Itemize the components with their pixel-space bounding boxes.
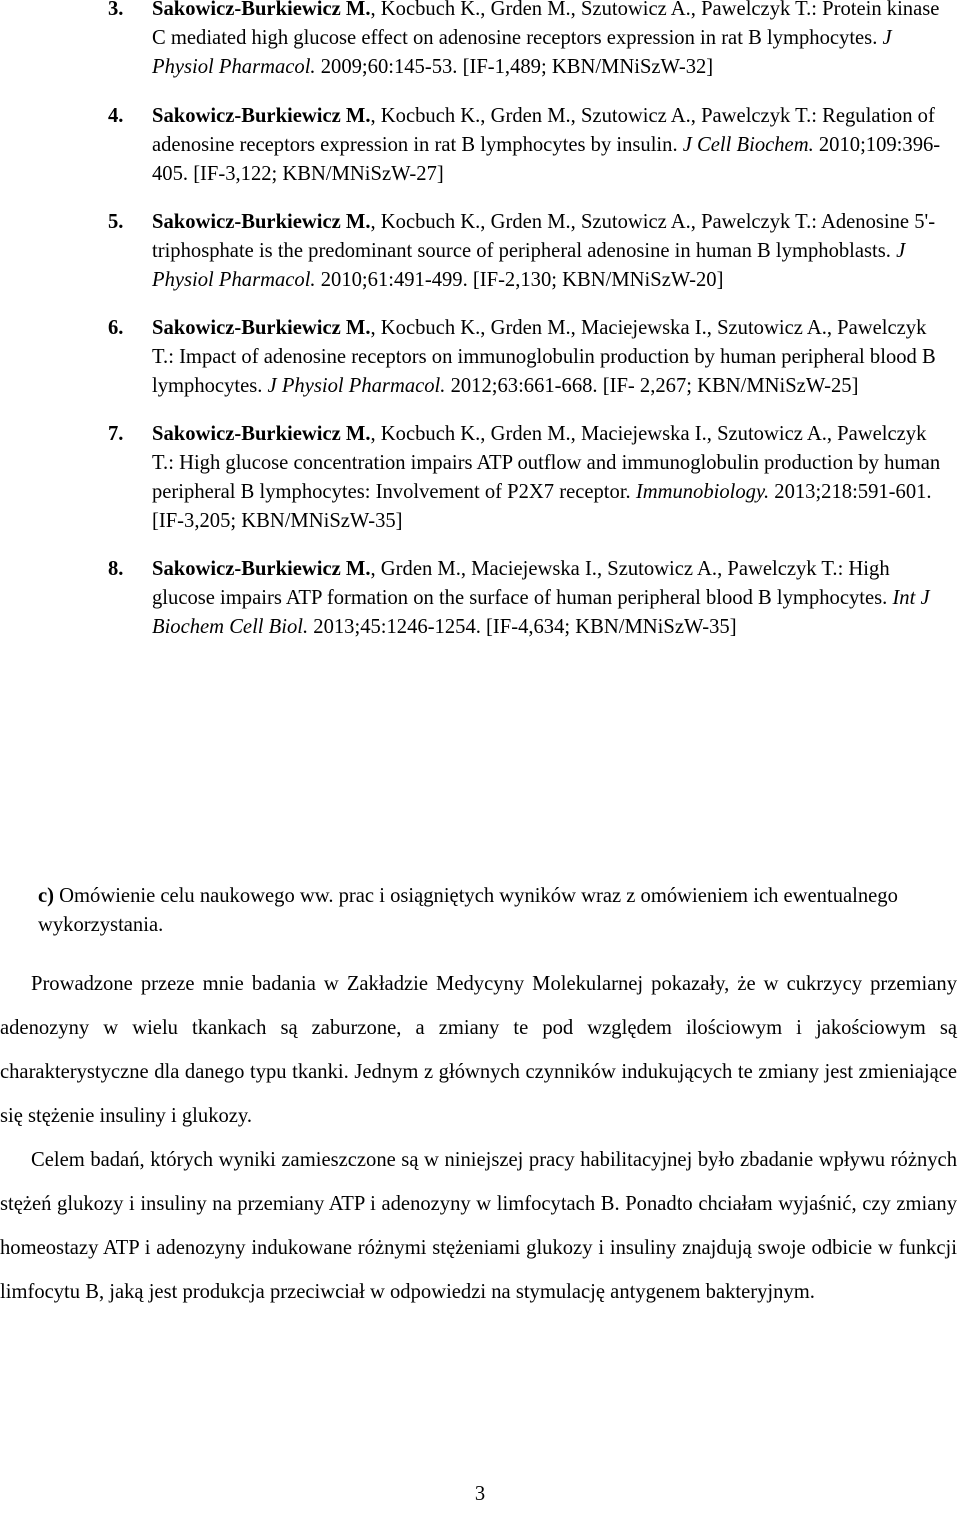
section-heading-c: [38, 882, 956, 940]
reference-details: 2012;63:661-668. [IF- 2,267; KBN/MNiSzW-25]: [445, 375, 859, 397]
reference-details: 2010;61:491-499. [IF-2,130; KBN/MNiSzW-20]: [315, 269, 724, 291]
reference-coauthors: , Kocbuch K., Grden M., Szutowicz A., Pawelczyk T.: [370, 0, 812, 20]
reference-coauthors: , Kocbuch K., Grden M., Szutowicz A., Pawelczyk T.: [370, 211, 812, 233]
reference-title: : Impact of adenosine receptors on immunoglobulin production by human peripheral blood B lymphocytes.: [152, 346, 936, 397]
reference-number: 8.: [108, 558, 124, 580]
reference-journal: J Cell Biochem.: [682, 134, 814, 156]
reference-title: : Adenosine 5'-triphosphate is the predominant source of peripheral adenosine in human B lymphoblasts.: [152, 211, 936, 262]
reference-item: [0, 208, 960, 295]
reference-journal: J Physiol Pharmacol.: [152, 27, 892, 78]
reference-lead-author: Sakowicz-Burkiewicz M.: [152, 423, 371, 445]
reference-details: 2013;45:1246-1254. [IF-4,634; KBN/MNiSzW-35]: [308, 616, 737, 638]
reference-number: 6.: [108, 317, 124, 339]
reference-number: 7.: [108, 423, 124, 445]
reference-journal: Immunobiology.: [635, 481, 770, 503]
reference-details: 2010;109:396-405. [IF-3,122; KBN/MNiSzW-27]: [152, 134, 941, 185]
reference-number: 4.: [108, 105, 124, 127]
reference-lead-author: Sakowicz-Burkiewicz M.: [152, 211, 371, 233]
body-paragraph: Prowadzone przeze mnie badania w Zakładzie Medycyny Molekularnej pokazały, że w cukrzycy przemiany adenozyny w wielu tkankach są zaburzone, a zmiany te pod względem ilościowym i jakościowym są charakterystyczne dla danego typu tkanki. Jednym z głównych czynników indukujących te zmiany jest zmieniające się stężenie insuliny i glukozy.: [0, 973, 957, 1127]
reference-coauthors: , Kocbuch K., Grden M., Szutowicz A., Pawelczyk T.: [370, 105, 812, 127]
reference-list: [0, 0, 960, 661]
reference-lead-author: Sakowicz-Burkiewicz M.: [152, 0, 371, 20]
reference-lead-author: Sakowicz-Burkiewicz M.: [152, 558, 371, 580]
reference-number: 3.: [108, 0, 124, 20]
reference-coauthors: , Kocbuch K., Grden M., Maciejewska I., Szutowicz A., Pawelczyk T.: [152, 317, 927, 368]
page-number: 3: [474, 1483, 486, 1505]
section-label: c): [38, 885, 54, 907]
body-paragraph: Celem badań, których wyniki zamieszczone są w niniejszej pracy habilitacyjnej było zbadanie wpływu różnych stężeń glukozy i insuliny na przemiany ATP i adenozyny w limfocytach B. Ponadto chciałam wyjaśnić, czy zmiany homeostazy ATP i adenozyny indukowane różnymi stężeniami glukozy i insuliny znajdują swoje odbicie w funkcji limfocytu B, jaką jest produkcja przeciwciał w odpowiedzi na stymulację antygenem bakteryjnym.: [0, 1149, 957, 1303]
reference-title: : High glucose concentration impairs ATP outflow and immunoglobulin production by human peripheral B lymphocytes: Involvement of P2X7 receptor.: [152, 452, 941, 503]
reference-details: 2009;60:145-53. [IF-1,489; KBN/MNiSzW-32]: [315, 56, 714, 78]
reference-lead-author: Sakowicz-Burkiewicz M.: [152, 105, 371, 127]
reference-title: : Protein kinase C mediated high glucose effect on adenosine receptors expression in rat B lymphocytes.: [152, 0, 940, 49]
reference-details: 2013;218:591-601. [IF-3,205; KBN/MNiSzW-35]: [152, 481, 932, 532]
reference-item: [0, 0, 960, 82]
reference-lead-author: Sakowicz-Burkiewicz M.: [152, 317, 371, 339]
reference-number: 5.: [108, 211, 124, 233]
reference-title: : Regulation of adenosine receptors expression in rat B lymphocytes by insulin.: [152, 105, 935, 156]
reference-journal: Int J Biochem Cell Biol.: [152, 587, 930, 638]
section-heading-text: Omówienie celu naukowego ww. prac i osiągniętych wyników wraz z omówieniem ich ewentualnego wykorzystania.: [38, 885, 898, 936]
reference-item: [0, 555, 960, 642]
reference-coauthors: , Grden M., Maciejewska I., Szutowicz A., Pawelczyk T.: [370, 558, 838, 580]
reference-item: [0, 314, 960, 401]
reference-item: [0, 420, 960, 536]
reference-journal: J Physiol Pharmacol.: [152, 240, 906, 291]
reference-title: : High glucose impairs ATP formation on the surface of human peripheral blood B lymphocytes.: [152, 558, 893, 609]
reference-item: [0, 102, 960, 189]
reference-journal: J Physiol Pharmacol.: [267, 375, 446, 397]
reference-coauthors: , Kocbuch K., Grden M., Maciejewska I., Szutowicz A., Pawelczyk T.: [152, 423, 927, 474]
